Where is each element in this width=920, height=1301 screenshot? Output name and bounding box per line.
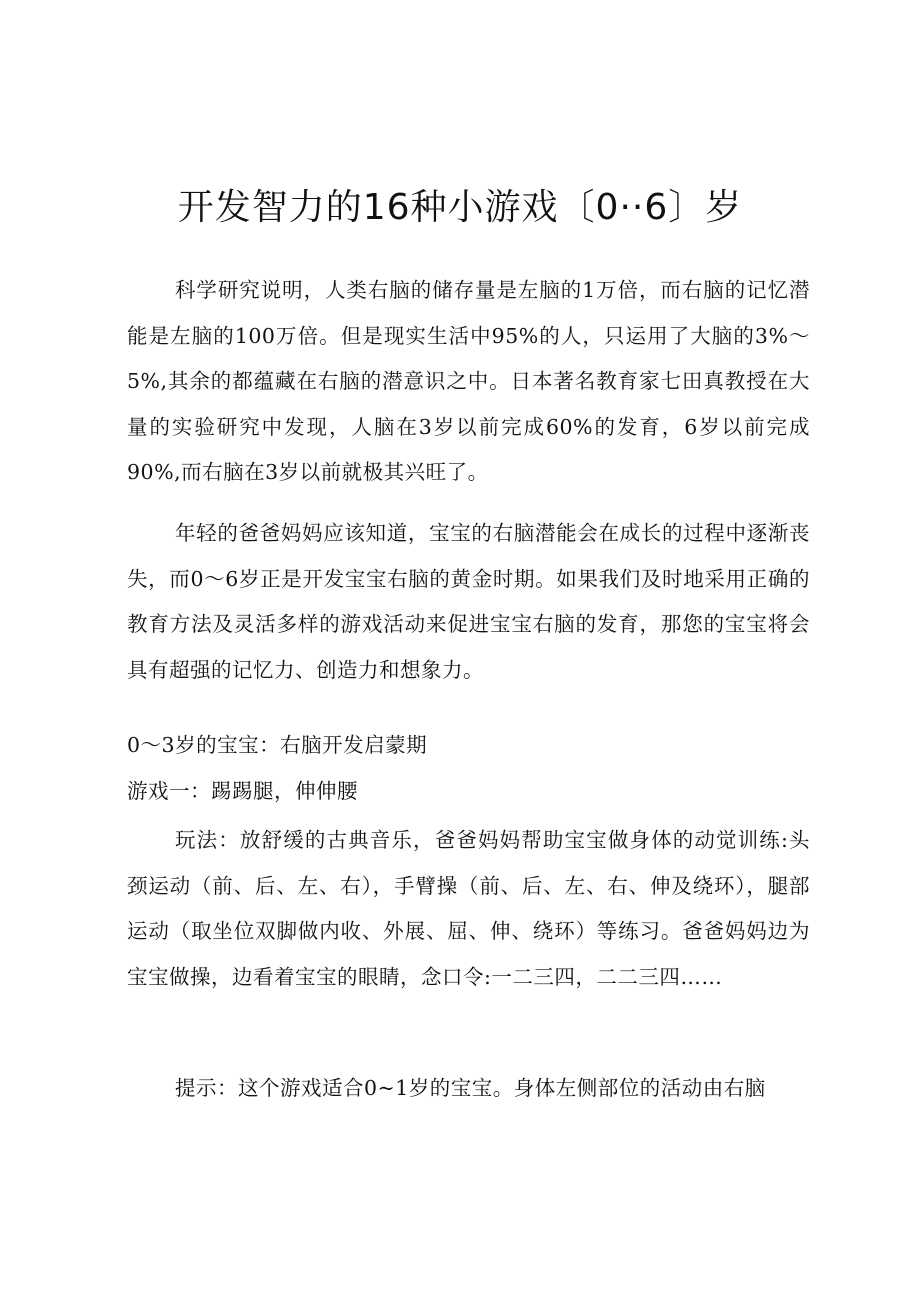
section-heading: 0～3岁的宝宝：右脑开发启蒙期 <box>127 733 428 757</box>
game-heading: 游戏一：踢踢腿，伸伸腰 <box>127 779 358 803</box>
document-title: 开发智力的16种小游戏〔0··6〕岁 <box>177 187 743 228</box>
paragraph-intro: 科学研究说明，人类右脑的储存量是左脑的1万倍，而右脑的记忆潜能是左脑的100万倍。但是现实生活中95%的人，只运用了大脑的3%～5%,其余的都蕴藏在右脑的潜意识之中。日本著名教育家七田真教授在大量的实验研究中发现，人脑在3岁以前完成60%的发育，6岁以前完成90%,而右脑在3岁以前就极其兴旺了。 <box>127 278 810 484</box>
paragraph-parents: 年轻的爸爸妈妈应该知道，宝宝的右脑潜能会在成长的过程中逐渐丧失，而0～6岁正是开发宝宝右脑的黄金时期。如果我们及时地采用正确的教育方法及灵活多样的游戏活动来促进宝宝右脑的发育，那您的宝宝将会具有超强的记忆力、创造力和想象力。 <box>127 521 810 682</box>
paragraph-game-tip: 提示：这个游戏适合0~1岁的宝宝。身体左侧部位的活动由右脑 <box>175 1076 766 1100</box>
paragraph-game-method: 玩法：放舒缓的古典音乐，爸爸妈妈帮助宝宝做身体的动觉训练:头颈运动（前、后、左、右），手臂操（前、后、左、右、伸及绕环），腿部运动（取坐位双脚做内收、外展、屈、伸、绕环）等练习。爸爸妈妈边为宝宝做操，边看着宝宝的眼睛，念口令:一二三四，二二三四…… <box>127 828 810 989</box>
